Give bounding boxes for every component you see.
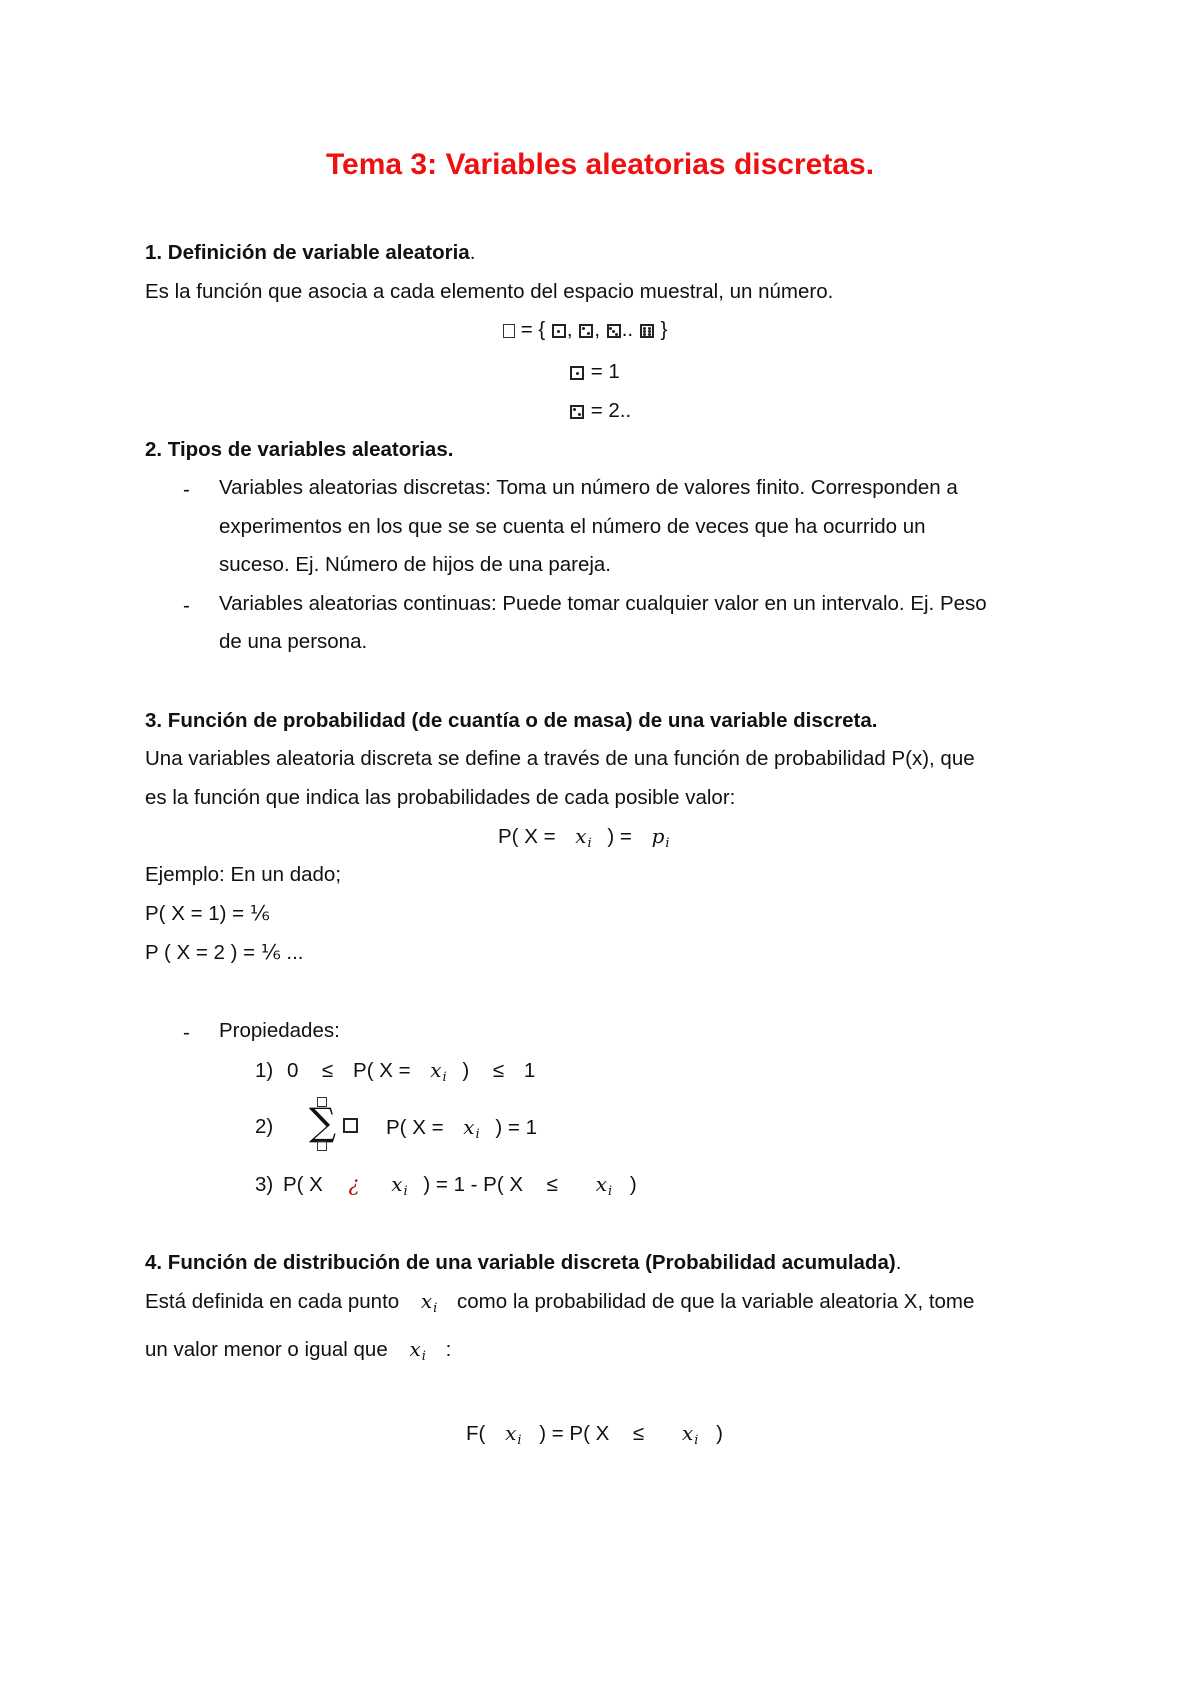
mapping-2 xyxy=(569,401,631,422)
property-2-p: P( X = xyxy=(386,1116,444,1139)
bullet-dash: - xyxy=(183,478,190,501)
section-4-text-1 xyxy=(145,1291,974,1315)
sample-space-set xyxy=(503,320,667,341)
property-2-body xyxy=(386,1117,537,1141)
x-var: x xyxy=(681,1421,694,1445)
sum-symbol-icon: ∑ xyxy=(309,1100,337,1144)
section-4-text-2b: : xyxy=(445,1338,452,1361)
section-1-heading-tail: . xyxy=(469,241,476,264)
mapping-1-value: = 1 xyxy=(590,360,620,383)
set-sep-2: , xyxy=(594,318,601,341)
x-subscript: i xyxy=(403,1184,408,1199)
formula-left: P( X = xyxy=(498,825,562,848)
list-item-cont: suceso. Ej. Número de hijos de una pareja. xyxy=(219,553,612,576)
x-var: x xyxy=(409,1337,421,1361)
set-close: } xyxy=(660,318,668,341)
die-one-icon xyxy=(552,324,566,338)
property-3-p: P( X xyxy=(282,1173,323,1196)
x-var: x xyxy=(595,1172,608,1196)
x-subscript: i xyxy=(433,1301,438,1316)
x-subscript: i xyxy=(587,836,592,851)
f-left: F( xyxy=(466,1422,486,1445)
die-three-icon xyxy=(607,324,621,338)
example-line-2: P ( X = 2 ) = ⅙ ... xyxy=(145,941,304,964)
page-title: Tema 3: Variables aleatorias discretas. xyxy=(325,148,875,181)
omega-symbol-icon xyxy=(503,324,515,338)
mapping-1 xyxy=(569,362,620,383)
property-1-close: ) xyxy=(462,1059,470,1082)
section-1-heading xyxy=(145,243,475,264)
property-2-number: 2) xyxy=(255,1115,274,1138)
mapping-2-value: = 2.. xyxy=(590,399,632,422)
leq-symbol: ≤ xyxy=(546,1173,559,1196)
property-2-close: ) = 1 xyxy=(495,1116,537,1139)
f-mid: ) = P( X xyxy=(539,1422,610,1445)
section-4-text-2 xyxy=(145,1339,451,1363)
sum-lower-limit-icon xyxy=(317,1141,327,1151)
x-subscript: i xyxy=(517,1433,522,1448)
x-var: x xyxy=(391,1172,403,1196)
section-4-heading-tail: . xyxy=(895,1251,902,1274)
list-item: Variables aleatorias continuas: Puede tomar cualquier valor en un intervalo. Ej. Peso xyxy=(219,592,987,615)
section-2-heading: 2. Tipos de variables aleatorias. xyxy=(145,438,454,461)
property-3-mid: ) = 1 - P( X xyxy=(423,1173,524,1196)
list-item-cont: de una persona. xyxy=(219,630,368,653)
property-1-zero: 0 xyxy=(286,1059,299,1082)
section-1-heading-text: 1. Definición de variable aleatoria xyxy=(145,241,470,264)
p-subscript: i xyxy=(665,836,670,851)
section-4-heading-text: 4. Función de distribución de una variable discreta (Probabilidad acumulada) xyxy=(145,1251,896,1274)
die-two-icon xyxy=(570,405,584,419)
section-4-heading xyxy=(145,1253,901,1274)
x-subscript: i xyxy=(694,1433,699,1448)
x-var: x xyxy=(575,824,587,848)
die-one-icon xyxy=(570,366,584,380)
list-item-cont: experimentos en los que se se cuenta el número de veces que ha ocurrido un xyxy=(219,515,926,538)
set-sep-1: , xyxy=(566,318,573,341)
section-4-text-1a: Está definida en cada punto xyxy=(145,1290,400,1313)
property-number: 3) xyxy=(255,1173,274,1196)
property-number: 1) xyxy=(255,1059,274,1082)
section-3-text: es la función que indica las probabilidades de cada posible valor: xyxy=(145,786,736,809)
property-1-p: P( X = xyxy=(353,1059,411,1082)
set-dots: .. xyxy=(621,318,634,341)
x-var: x xyxy=(430,1058,442,1082)
x-subscript: i xyxy=(475,1127,480,1142)
leq-symbol: ≤ xyxy=(632,1422,645,1445)
bullet-dash: - xyxy=(183,1021,190,1044)
x-subscript: i xyxy=(442,1070,447,1085)
properties-label: Propiedades: xyxy=(219,1019,340,1042)
set-open: = { xyxy=(520,318,546,341)
section-4-text-2a: un valor menor o igual que xyxy=(145,1338,388,1361)
probability-formula xyxy=(498,826,670,850)
x-var: x xyxy=(463,1115,475,1139)
property-1 xyxy=(255,1060,535,1084)
leq-symbol: ≤ xyxy=(322,1059,334,1082)
x-subscript: i xyxy=(421,1349,426,1364)
property-3 xyxy=(255,1174,637,1198)
section-1-text: Es la función que asocia a cada elemento del espacio muestral, un número. xyxy=(145,280,834,303)
property-3-close: ) xyxy=(629,1173,637,1196)
summand-box-icon xyxy=(343,1118,358,1133)
list-item: Variables aleatorias discretas: Toma un número de valores finito. Corresponden a xyxy=(219,476,958,499)
formula-mid: ) = xyxy=(607,825,638,848)
die-six-icon xyxy=(640,324,654,338)
leq-symbol: ≤ xyxy=(492,1059,505,1082)
bullet-dash: - xyxy=(183,594,190,617)
greater-than-symbol: ¿ xyxy=(348,1172,360,1196)
example-label: Ejemplo: En un dado; xyxy=(145,863,342,886)
property-1-one: 1 xyxy=(523,1059,536,1082)
distribution-formula xyxy=(466,1423,723,1447)
p-var: p xyxy=(651,824,665,848)
die-two-icon xyxy=(579,324,593,338)
section-3-text: Una variables aleatoria discreta se define a través de una función de probabilidad P(x), que xyxy=(145,747,975,770)
x-subscript: i xyxy=(608,1184,613,1199)
x-var: x xyxy=(505,1421,517,1445)
x-var: x xyxy=(420,1289,433,1313)
section-3-heading: 3. Función de probabilidad (de cuantía o de masa) de una variable discreta. xyxy=(145,709,878,732)
section-4-text-1b: como la probabilidad de que la variable aleatoria X, tome xyxy=(457,1290,975,1313)
example-line-1: P( X = 1) = ⅙ xyxy=(145,902,270,925)
f-end: ) xyxy=(716,1422,723,1445)
